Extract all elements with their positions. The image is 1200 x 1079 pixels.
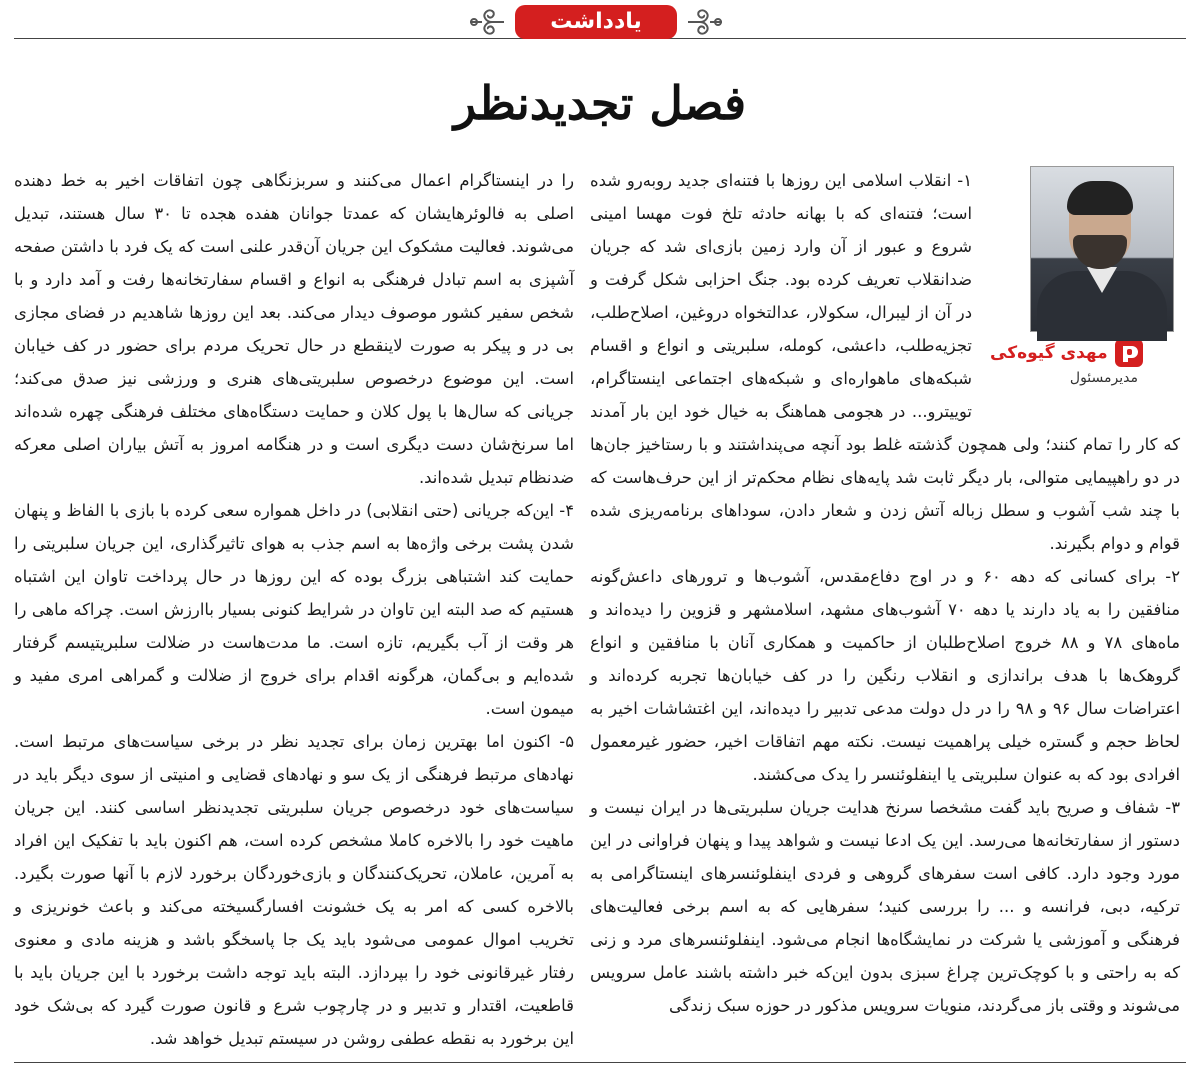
brand-logo-icon: [1114, 338, 1144, 368]
paragraph: را در اینستاگرام اعمال می‌کنند و سربزنگاهی چون اتفاقات اخیر به خط دهنده اصلی به فالوئرهایشان که عمدتا جوانان هفده هجده تا ۳۰ سال هستند، تبدیل می‌شوند. فعالیت مشکوک این جریان آن‌قدر علنی است که یک فرد با داشتن صفحه آشپزی به اسم تبادل فرهنگی به انواع و اقسام سفارتخانه‌ها رفت و آمد دارد و با شخص سفیر کشور موصوف دیدار می‌کند. بعد این روزها شاهدیم در فضای مجازی بی در و پیکر به صورت لاینقطع در حال تحریک مردم برای حضور در کف خیابان است. این موضوع درخصوص سلبریتی‌های هنری و ورزشی نیز صدق می‌کند؛ جریانی که سال‌ها با پول کلان و حمایت دستگاه‌های مختلف فرهنگی چهره شده‌اند اما سرنخ‌شان دست دیگری است و در هنگامه امروز به آتش بیاران اصلی معرکه ضدنظام تبدیل شده‌اند.: [14, 171, 575, 487]
author-photo: [1030, 166, 1174, 332]
paragraph: ۵- اکنون اما بهترین زمان برای تجدید نظر در برخی سیاست‌های مرتبط است. نهادهای مرتبط فرهنگی از یک سو و نهادهای قضایی و امنیتی از سوی دیگر باید در سیاست‌های خود درخصوص جریان سلبریتی تجدیدنظر اساسی کنند. این جریان ماهیت خود را بالاخره کاملا مشخص کرده است، هم اکنون باید با تفکیک این افراد به آمرین، عاملان، تحریک‌کنندگان و بازی‌خوردگان برخورد لازم با آنها صورت بگیرد. بالاخره کسی که امر به یک خشونت افسارگسیخته می‌کند و باعث خونریزی و تخریب اموال عمومی می‌شود باید یک جا پاسخگو باشد و هزینه مادی و معنوی رفتار غیرقانونی خود را بپردازد. البته باید توجه داشت برخورد با این جریان باید با قاطعیت، اقتدار و تدبیر و در چارچوب شرع و قانون صورت گیرد که بی‌شک خود این برخورد به نقطه عطفی روشن در سیستم تبدیل خواهد شد.: [14, 732, 574, 1048]
paragraph: ۴- این‌که جریانی (حتی انقلابی) در داخل همواره سعی کرده با بازی با الفاظ و پنهان شدن پشت برخی واژه‌ها به اسم جذب به هوای تاثیرگذاری، این جریان سلبریتی را حمایت کند اشتباهی بزرگ بوده که این روزها در حال پرداخت تاوان این اشتباه هستیم که صد البته این تاوان در شرایط کنونی بسیار باارزش است. چراکه ماهی را هر وقت از آب بگیریم، تازه است. ما مدت‌هاست در ضلالت سلبریتیسم گرفتار شده‌ایم و بی‌گمان، هرگونه اقدام برای خروج از ضلالت و گمراهی امری مفید و میمون است.: [14, 501, 574, 718]
paragraph: ۲- برای کسانی که دهه ۶۰ و در اوج دفاع‌مقدس، آشوب‌ها و ترورهای داعش‌گونه منافقین را به یاد دارند یا دهه ۷۰ آشوب‌های مشهد، اسلامشهر و قزوین را دیده‌اند و ماه‌های ۷۸ و ۸۸ خروج اصلاح‌طلبان از حاکمیت و همکاری آنان با منافقین و انواع گروهک‌ها با هدف براندازی و انقلاب رنگین را در کف خیابان‌ها تجربه کرده‌اند و اعتراضات سال ۹۶ و ۹۸ را در دل دولت مدعی تدبیر را دیده‌اند، این اغتشاشات اخیر به لحاظ حجم و گستره خیلی پراهمیت نیست. نکته مهم اتفاقات اخیر، حضور غیرمعمول افرادی بود که به عنوان سلبریتی یا اینفلوئنسر را یدک می‌کشند.: [590, 567, 1181, 784]
section-badge: یادداشت: [515, 5, 677, 39]
bottom-divider: [14, 1062, 1186, 1063]
author-role: مدیرمسئول: [1069, 370, 1138, 386]
paragraph: ۱- انقلاب اسلامی این روزها با فتنه‌ای جدید روبه‌رو شده است؛ فتنه‌ای که با بهانه حادثه تلخ فوت مهسا امینی شروع و عبور از آن وارد زمین بازی‌ای شد که جریان ضدانقلاب تعریف کرده بود. جنگ احزابی شکل گرفت و در آن از لیبرال، سکولار، عدالتخواه دروغین، اصلاح‌طلب، تجزیه‌طلب، داعشی، کومله، سلبریتی و انواع و اقسام شبکه‌های ماهواره‌ای و شبکه‌های اجتماعی اینستاگرام، توییترو... در هجومی هماهنگ به خیال خود این بار آمدند که کار را تمام کنند؛ ولی همچون گذشته غلط بود آنچه می‌پنداشتند و با رستاخیز جان‌ها در دو راهپیمایی متوالی، بار دیگر ثابت شد پایه‌های نظام محکم‌تر از این حرف‌هاست که با چند شب آشوب و سطل زباله آتش زدن و شعار دادن، سوداهای برنامه‌ریزی شده قوام و دوام بگیرند.: [590, 171, 1180, 553]
article-column-right: [590, 164, 1180, 1054]
paragraph: ۳- شفاف و صریح باید گفت مشخصا سرنخ هدایت جریان سلبریتی‌ها در ایران نیست و دستور از سفارتخانه‌ها می‌رسد. این یک ادعا نیست و شواهد پیدا و پنهان فراوانی در این مورد وجود دارد. کافی است سفرهای گروهی و فردی اینفلوئنسرهای اینستاگرامی به ترکیه، دبی، فرانسه و ... را بررسی کنید؛ سفرهایی که به اسم برخی فعالیت‌های فرهنگی و آموزشی یا شرکت در نمایشگاه‌ها انجام می‌شود. اینفلوئنسرهای مرد و زنی که به راحتی و با کوچک‌ترین چراغ سبزی بدون این‌که خبر داشته باشند عامل سرویس می‌شوند و وقتی باز می‌گردند، منویات سرویس مذکور در حوزه سبک زندگی: [590, 798, 1180, 1015]
ornament-icon: [686, 7, 724, 37]
ornament-icon: [468, 7, 506, 37]
section-header: [468, 3, 724, 39]
author-row: [990, 338, 1172, 368]
author-name: مهدی گیوه‌کی: [990, 343, 1108, 363]
article-column-left: [14, 164, 575, 1048]
article-title: فصل تجدیدنظر: [453, 76, 747, 130]
author-box: [990, 166, 1180, 416]
